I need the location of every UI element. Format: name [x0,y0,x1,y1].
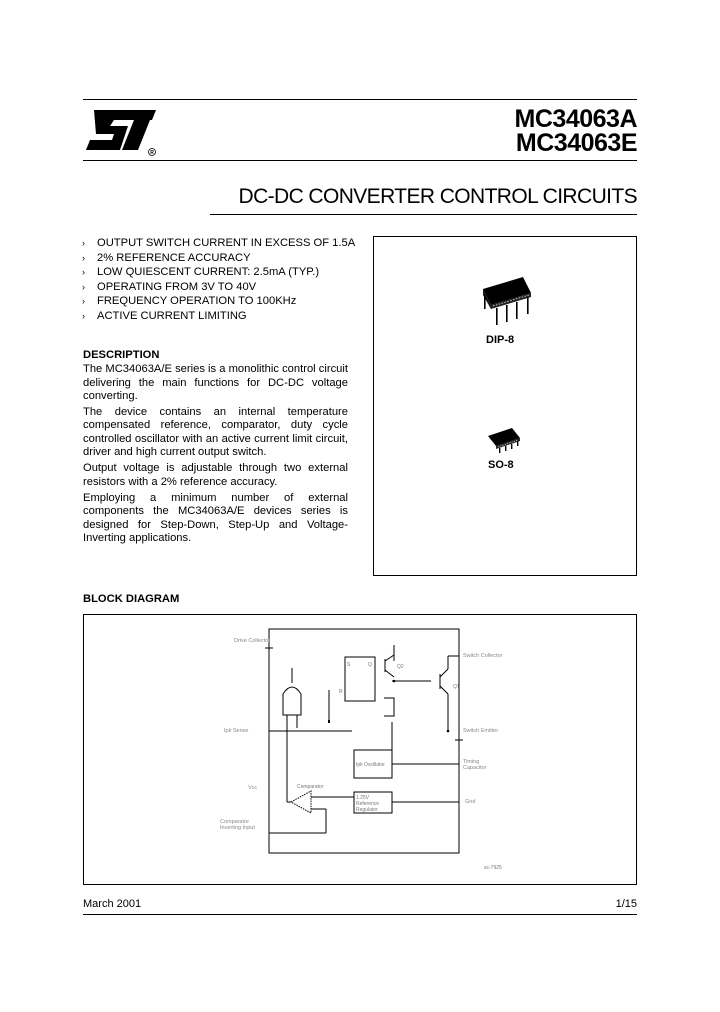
bullet-icon: › [82,238,85,248]
svg-text:Q2: Q2 [397,664,404,670]
footer-page-number: 1/15 [615,898,637,910]
svg-text:R: R [339,689,343,695]
svg-text:Regulator: Regulator [356,807,378,813]
header-bottom-rule [83,160,637,161]
svg-text:Ipk Oscillator: Ipk Oscillator [356,762,385,768]
document-title: DC-DC CONVERTER CONTROL CIRCUITS [238,185,637,208]
block-diagram-title: BLOCK DIAGRAM [83,593,180,605]
pin-label-ipk-sense: Ipk Sense [224,728,249,734]
feature-item: › LOW QUIESCENT CURRENT: 2.5mA (TYP.) [82,266,320,279]
pin-label-drive-collector: Drive Collector [234,638,271,644]
feature-item: › OUTPUT SWITCH CURRENT IN EXCESS OF 1.5A [82,237,356,249]
svg-text:Q: Q [368,662,372,668]
description-paragraph: Employing a minimum number of external components the MC34063A/E devices series is designed for Step-Down, Step-Up and Voltage-Inverting applications. [83,491,348,544]
description-paragraph: The MC34063A/E series is a monolithic control circuit delivering the main functions for DC-DC voltage converting. [83,363,348,402]
pin-label-comparator-input: Comparator Inverting Input [220,819,255,831]
dip8-label: DIP-8 [486,334,515,346]
feature-item: › OPERATING FROM 3V TO 40V [82,280,257,293]
st-logo [84,106,160,158]
description-section [83,349,348,548]
feature-item: › 2% REFERENCE ACCURACY [82,251,251,264]
pin-label-timing-capacitor: Timing Capacitor [463,759,487,771]
so8-package-icon [486,428,522,458]
bullet-icon: › [82,296,85,307]
header-top-rule [83,99,637,100]
description-heading: DESCRIPTION [83,349,160,361]
svg-text:S: S [347,662,351,668]
svg-text:Q1: Q1 [453,684,460,690]
package-box [373,236,637,576]
svg-text:Comparator: Comparator [297,784,324,790]
feature-item: › FREQUENCY OPERATION TO 100KHz [82,295,297,308]
block-diagram-schematic [84,615,638,886]
bullet-icon: › [82,267,85,278]
dip8-package-icon [479,275,534,327]
description-paragraph: Output voltage is adjustable through two external resistors with a 2% reference accuracy. [83,462,348,488]
svg-text:sc-7925: sc-7925 [484,865,502,871]
svg-text:R: R [150,150,154,156]
bullet-icon: › [82,310,85,321]
part-number-e: MC34063E [515,129,637,157]
description-paragraph: The device contains an internal temperature compensated reference, comparator, duty cycle controlled oscillator with an active current limit circuit, driver and high current output switch. [83,406,348,459]
so8-label: SO-8 [488,459,514,471]
feature-item: › ACTIVE CURRENT LIMITING [82,309,247,322]
bullet-icon: › [82,252,85,263]
pin-label-gnd: Gnd [465,799,476,805]
part-number-a: MC34063A [514,105,637,133]
title-underline-rule [210,214,637,215]
st-logo-icon [84,106,160,158]
pin-label-switch-collector: Switch Collector [463,653,503,659]
pin-label-switch-emitter: Switch Emitter [463,728,499,734]
footer-date: March 2001 [83,898,142,910]
pin-label-vcc: Vcc [248,785,258,791]
svg-text:1.25V: 1.25V [356,795,370,801]
block-diagram-frame [83,614,637,885]
bullet-icon: › [82,281,85,292]
feature-list [82,236,372,324]
svg-text:Reference: Reference [356,801,380,807]
footer-rule [83,914,637,915]
